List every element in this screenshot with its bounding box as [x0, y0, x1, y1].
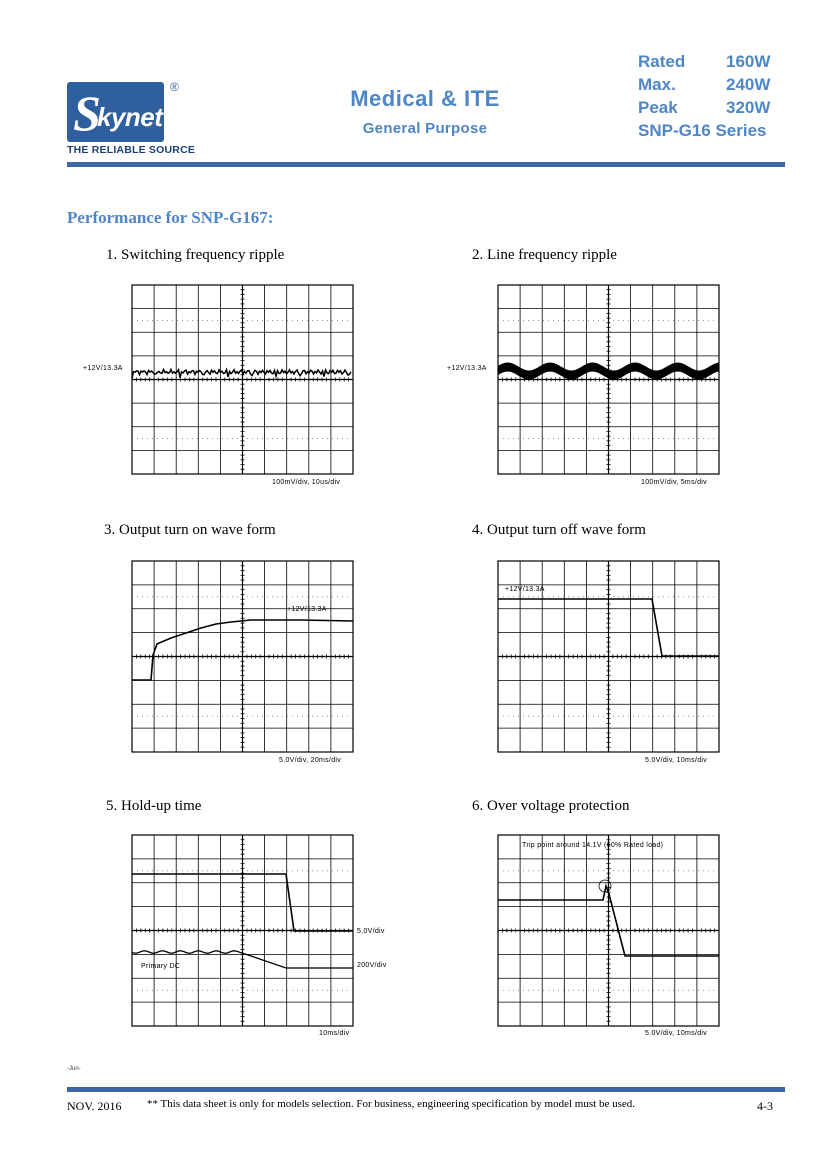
trace-label: +12V/13.3A [83, 365, 123, 372]
footer-divider [67, 1087, 785, 1092]
scope-screen-hold-up [131, 834, 354, 1027]
scope-grid [131, 284, 354, 475]
page-title: Medical & ITE [350, 86, 500, 111]
rating-value: 160W [726, 52, 771, 71]
scope-scale: 100mV/div, 5ms/div [641, 479, 707, 486]
trace-label: +12V/13.3A [447, 365, 487, 372]
scope-scale: 5.0V/div, 10ms/div [645, 1030, 708, 1037]
chart-caption: 2. Line frequency ripple [472, 247, 617, 263]
scope-scale: 5.0V/div, 10ms/div [645, 757, 708, 764]
chart-caption: 5. Hold-up time [106, 798, 202, 814]
scope-screen-ovp [497, 834, 720, 1027]
page-number: 4-3 [757, 1099, 773, 1113]
trace-label: Trip point around 14.1V (60% Rated load) [522, 842, 664, 849]
series-name: SNP-G16 Series [638, 121, 767, 140]
small-mark: -Jun- [67, 1066, 81, 1072]
logo-word: kynet [97, 102, 163, 132]
page-subtitle: General Purpose [362, 120, 488, 137]
logo-tagline: THE RELIABLE SOURCE [67, 144, 196, 156]
footer-note: ** This data sheet is only for models selection. For business, engineering specification by model must be used. [147, 1098, 635, 1110]
scale-label-primary: 200V/div [357, 962, 387, 969]
rating-value: 240W [726, 75, 771, 94]
rating-label: Max. [638, 75, 676, 94]
scale-label-output: 5.0V/div [357, 928, 385, 935]
header-divider [67, 162, 785, 167]
rating-label: Peak [638, 98, 678, 117]
trace-label: +12V/13.3A [287, 606, 327, 613]
scope-grid [131, 560, 354, 753]
footer-date: NOV. 2016 [67, 1099, 122, 1113]
scope-grid [497, 284, 720, 475]
scope-scale: 100mV/div, 10us/div [272, 479, 341, 486]
section-title: Performance for SNP-G167: [67, 208, 274, 227]
scope-scale: 10ms/div [319, 1030, 350, 1037]
skynet-logo [67, 82, 164, 142]
trace-label: +12V/13.3A [505, 586, 545, 593]
scope-screen-line-ripple [497, 284, 720, 475]
scope-grid [497, 834, 720, 1027]
scope-grid [131, 834, 354, 1027]
chart-caption: 6. Over voltage protection [472, 798, 630, 814]
logo-letter: S [73, 85, 101, 141]
rating-value: 320W [726, 98, 771, 117]
chart-caption: 3. Output turn on wave form [104, 522, 276, 538]
rating-label: Rated [638, 52, 686, 71]
scope-screen-switching-ripple [131, 284, 354, 475]
trace-label: Primary DC [141, 963, 181, 970]
ripple-trace [132, 370, 351, 379]
registered-mark: ® [170, 80, 179, 94]
chart-caption: 4. Output turn off wave form [472, 522, 646, 538]
scope-screen-turn-on [131, 560, 354, 753]
chart-caption: 1. Switching frequency ripple [106, 247, 285, 263]
scope-scale: 5.0V/div, 20ms/div [279, 757, 342, 764]
